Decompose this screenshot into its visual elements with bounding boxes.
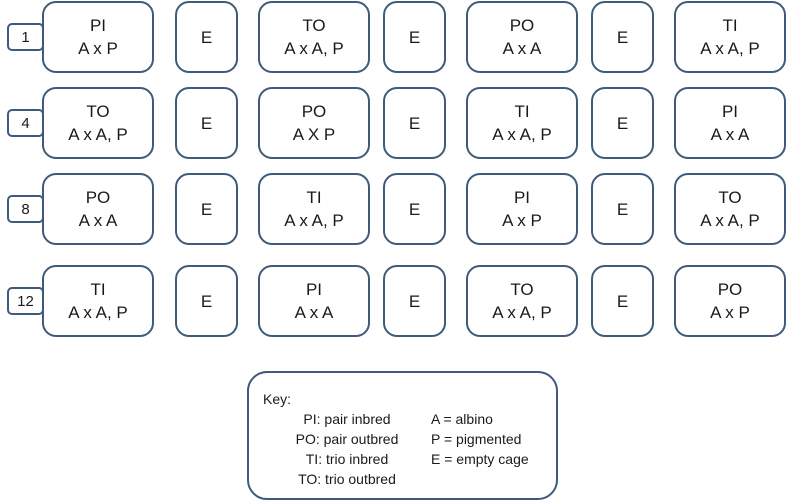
cage-type: E (200, 291, 213, 311)
key-row (263, 449, 529, 469)
cage-type: PO (85, 188, 111, 207)
key-legend (247, 371, 558, 500)
cage-type: TI (90, 280, 106, 299)
breeding-cage (42, 87, 154, 159)
cage-cross: A x P (502, 211, 542, 230)
key-item: TI: trio inbred (305, 451, 389, 467)
breeding-cage (42, 173, 154, 245)
key-item: PO: pair outbred (295, 431, 399, 447)
breeding-cage (258, 87, 370, 159)
cage-type: TO (86, 102, 110, 121)
cage-cross: A X P (292, 125, 336, 144)
cage-type: E (616, 291, 629, 311)
empty-cage (383, 173, 446, 245)
breeding-cage (258, 173, 370, 245)
cage-cross: A x A, P (700, 39, 760, 58)
cage-type: TI (722, 16, 738, 35)
breeding-cage (674, 87, 786, 159)
cage-cross: A x A, P (700, 211, 760, 230)
empty-cage (175, 1, 238, 73)
breeding-cage (42, 1, 154, 73)
empty-cage (383, 265, 446, 337)
cage-type: PI (721, 102, 739, 121)
empty-cage (591, 173, 654, 245)
key-item: P = pigmented (431, 431, 522, 447)
cage-type: TO (510, 280, 534, 299)
cage-type: PI (305, 280, 323, 299)
cage-type: TI (514, 102, 530, 121)
key-item: TO: trio outbred (298, 471, 396, 487)
breeding-cage (466, 173, 578, 245)
empty-cage (383, 1, 446, 73)
empty-cage (591, 87, 654, 159)
breeding-cage (674, 1, 786, 73)
cage-type: E (408, 199, 421, 219)
cage-type: PO (301, 102, 327, 121)
key-row (263, 429, 521, 449)
key-item: PI: pair inbred (303, 411, 391, 427)
empty-cage (175, 265, 238, 337)
breeding-cage (258, 265, 370, 337)
empty-cage (175, 173, 238, 245)
cage-cross: A x A, P (492, 303, 552, 322)
cage-cross: A x A, P (284, 39, 344, 58)
row-number-label: 12 (7, 287, 44, 315)
key-row (263, 469, 431, 489)
breeding-cage (674, 173, 786, 245)
cage-cross: A x P (78, 39, 118, 58)
cage-cross: A x A (502, 39, 542, 58)
cage-type: PO (509, 16, 535, 35)
key-title: Key: (263, 391, 292, 407)
cage-type: PO (717, 280, 743, 299)
row-number-label: 4 (7, 109, 44, 137)
breeding-cage (258, 1, 370, 73)
cage-cross: A x A, P (68, 125, 128, 144)
cage-type: E (408, 27, 421, 47)
breeding-cage (674, 265, 786, 337)
cage-type: E (200, 27, 213, 47)
key-item: A = albino (431, 411, 493, 427)
breeding-cage (466, 265, 578, 337)
empty-cage (591, 1, 654, 73)
cage-type: PI (89, 16, 107, 35)
breeding-cage (466, 87, 578, 159)
row-number-label: 1 (7, 23, 44, 51)
cage-type: E (616, 199, 629, 219)
cage-type: TO (302, 16, 326, 35)
cage-cross: A x A (294, 303, 334, 322)
empty-cage (383, 87, 446, 159)
cage-type: E (408, 291, 421, 311)
empty-cage (175, 87, 238, 159)
cage-type: E (408, 113, 421, 133)
key-row (263, 409, 493, 429)
cage-cross: A x A, P (492, 125, 552, 144)
breeding-cage (466, 1, 578, 73)
row-number-label: 8 (7, 195, 44, 223)
cage-type: E (616, 113, 629, 133)
cage-type: E (200, 199, 213, 219)
cage-cross: A x P (710, 303, 750, 322)
cage-cross: A x A, P (284, 211, 344, 230)
cage-type: PI (513, 188, 531, 207)
cage-cross: A x A (710, 125, 750, 144)
cage-cross: A x A, P (68, 303, 128, 322)
cage-type: E (616, 27, 629, 47)
cage-type: TO (718, 188, 742, 207)
key-item: E = empty cage (431, 451, 529, 467)
cage-cross: A x A (78, 211, 118, 230)
empty-cage (591, 265, 654, 337)
breeding-cage (42, 265, 154, 337)
cage-type: E (200, 113, 213, 133)
cage-type: TI (306, 188, 322, 207)
